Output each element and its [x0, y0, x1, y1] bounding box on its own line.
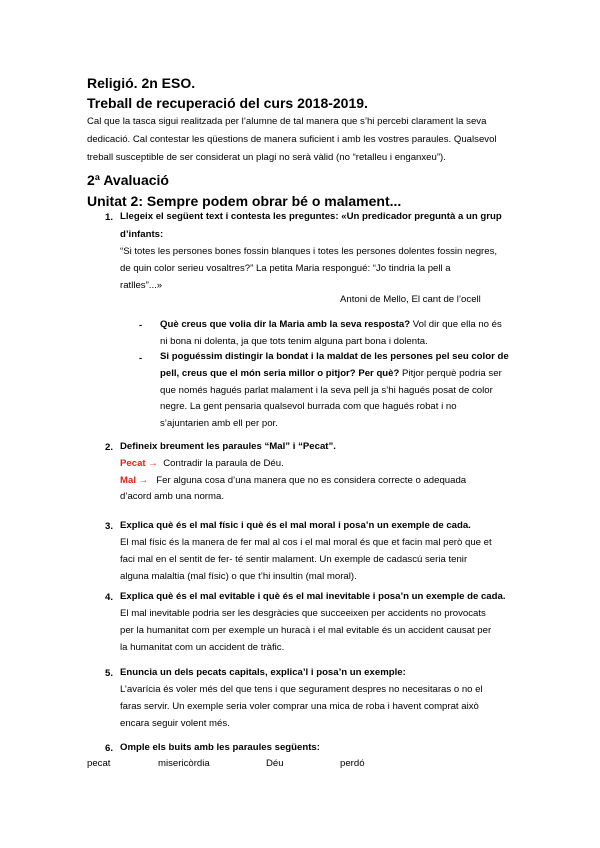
- q3-question: Explica què és el mal físic i què és el mal moral i posa’n un exemple de cada.: [120, 520, 471, 531]
- q4-question: Explica què és el mal evitable i què és el mal inevitable i posa’n un exemple de cada.: [120, 591, 506, 602]
- q1-sub2-bullet: -: [139, 353, 143, 364]
- section-title: 2ª Avaluació: [87, 172, 169, 188]
- q2-mal-label: Mal →: [120, 475, 149, 486]
- intro-line-2: dedicació. Cal contestar les qüestions de manera suficient i amb les vostres paraules. Qualsevol: [87, 134, 497, 145]
- q2-mal-definition-line1: Fer alguna cosa d’una manera que no es considera correcte o adequada: [156, 475, 467, 486]
- q6-number: 6.: [105, 743, 114, 754]
- q1-sub2-question-line1: Si poguéssim distingir la bondat i la maldat de les persones pel seu color de: [160, 351, 509, 362]
- q1-sub1-bullet: -: [139, 320, 143, 331]
- q6-question: Omple els buits amb les paraules següents:: [120, 742, 320, 753]
- q6-word: misericòrdia: [158, 758, 210, 769]
- document-title: Religió. 2n ESO.: [87, 75, 196, 91]
- intro-line-3: treball susceptible de ser considerat un plagi no serà vàlid (no “retalleu i enganxeu”).: [87, 152, 446, 163]
- document-subtitle: Treball de recuperació del curs 2018-2019.: [87, 95, 368, 111]
- q3-answer-line3: alguna malaltia (mal físic) o que t’hi insultin (mal moral).: [120, 571, 357, 582]
- q6-word: pecat: [87, 758, 111, 769]
- q4-answer-line3: la humanitat com un accident de tràfic.: [120, 642, 285, 653]
- q3-number: 3.: [105, 521, 114, 532]
- q1-sub1-answer-start: Vol dir que ella no és: [410, 319, 502, 330]
- q5-answer-line2: faras servir. Un exemple seria voler comprar una mica de roba i havent comprat això: [120, 701, 479, 712]
- q1-sub2-answer-line3: negre. La gent pensaria qualsevol burrada com que hagués robat i no: [160, 401, 457, 412]
- q5-answer-line1: L’avarícia és voler més del que tens i que segurament despres no necesitaras o no el: [120, 684, 483, 695]
- q2-question: Defineix breument les paraules “Mal” i “Pecat”.: [120, 441, 336, 452]
- q6-word: perdó: [340, 758, 365, 769]
- q4-number: 4.: [105, 592, 114, 603]
- unit-title: Unitat 2: Sempre podem obrar bé o malament...: [87, 193, 402, 209]
- q3-answer-line1: El mal físic és la manera de fer mal al cos i el mal moral és que et facin mal però que et: [120, 537, 492, 548]
- q1-sub2-answer-start: Pitjor perquè podria ser: [399, 368, 502, 379]
- q2-mal-definition-line2: d’acord amb una norma.: [120, 491, 224, 502]
- q1-question-line2: d’infants:: [120, 229, 164, 240]
- q1-sub2-answer-line4: s’ajuntarien amb ell per por.: [160, 418, 278, 429]
- q3-answer-line2: faci mal en el sentit de fer- té sentir malament. Un exemple de cadascú seria tenir: [120, 554, 468, 565]
- q5-question: Enuncia un dels pecats capitals, explica’l i posa’n un exemple:: [120, 667, 406, 678]
- q1-quote-line2: de quin color serieu vosaltres?” La petita Maria respongué: “Jo tindria la pell a: [120, 263, 451, 274]
- q1-sub2-answer-line2: que només hagués parlat malament i la seva pell ja s’hi hagués posat de color: [160, 385, 493, 396]
- q1-quote-line1: “Si totes les persones bones fossin blanques i totes les persones dolentes fossin negres,: [120, 246, 498, 257]
- q1-sub2-question-line2: pell, creus que el món seria millor o pitjor? Per què?: [160, 368, 400, 379]
- q5-answer-line3: encara seguir volent més.: [120, 718, 230, 729]
- q2-pecat-label: Pecat →: [120, 458, 158, 469]
- q1-sub1-line2: ni bona ni dolenta, ja que tots tenim alguna part bona i dolenta.: [160, 336, 428, 347]
- q2-pecat-definition: Contradir la paraula de Déu.: [163, 458, 284, 469]
- q1-number: 1.: [105, 212, 114, 223]
- q1-question-line1: Llegeix el següent text i contesta les preguntes: «Un predicador preguntà a un grup: [120, 211, 502, 222]
- intro-line-1: Cal que la tasca sigui realitzada per l’alumne de tal manera que s’hi percebi clarament la seva: [87, 116, 487, 127]
- q5-number: 5.: [105, 668, 114, 679]
- q2-number: 2.: [105, 442, 114, 453]
- q1-quote-line3: ratlles”...»: [120, 280, 163, 291]
- q6-word: Déu: [266, 758, 284, 769]
- q4-answer-line2: per la humanitat com per exemple un huracà i el mal evitable és un accident causat per: [120, 625, 492, 636]
- q1-attribution: Antoni de Mello, El cant de l’ocell: [340, 294, 481, 305]
- q4-answer-line1: El mal inevitable podria ser les desgràcies que succeeixen per accidents no provocats: [120, 608, 486, 619]
- q1-sub1-question: Què creus que volia dir la Maria amb la seva resposta?: [160, 319, 411, 330]
